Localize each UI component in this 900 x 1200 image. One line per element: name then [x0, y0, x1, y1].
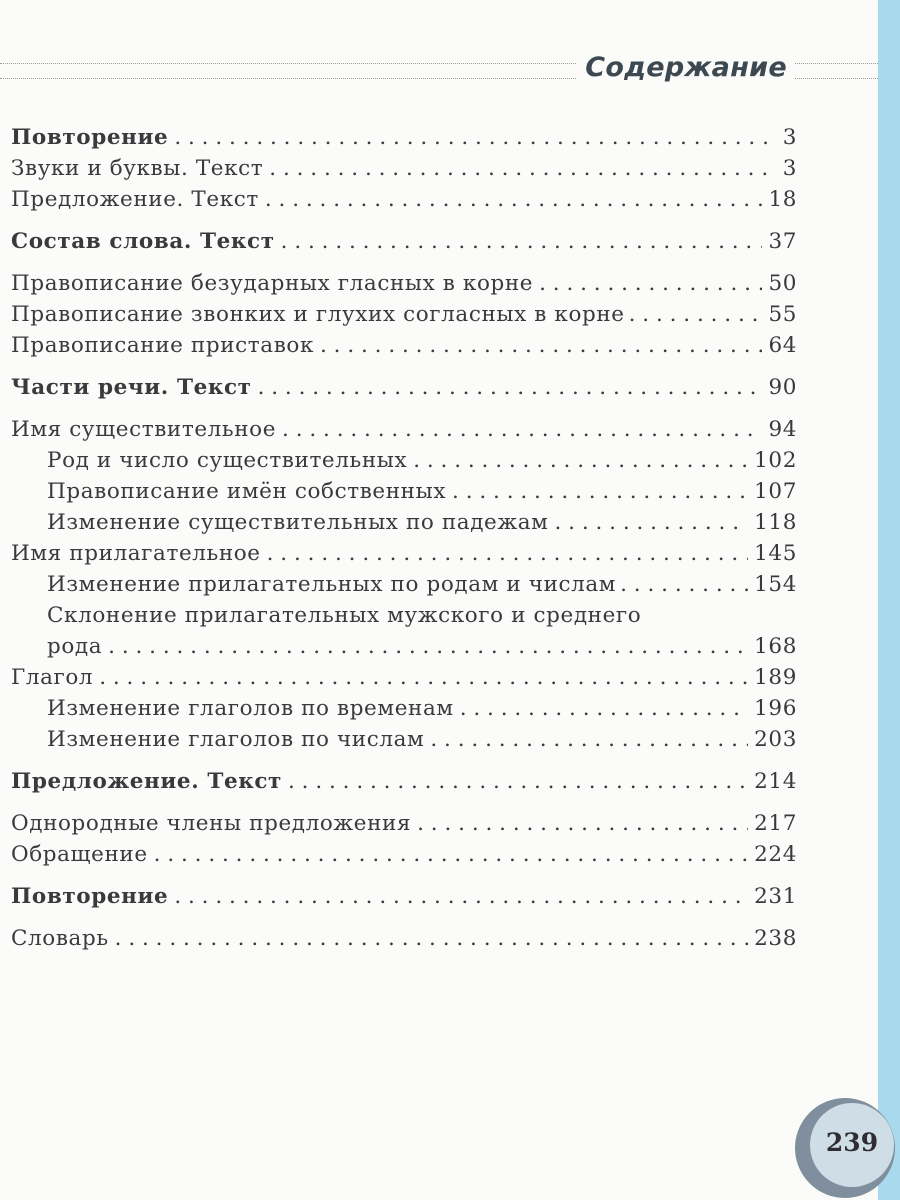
toc-label: Словарь	[11, 926, 109, 951]
toc-label: Изменение глаголов по временам	[47, 696, 454, 721]
toc-leader-dots	[115, 923, 749, 954]
toc-entry[interactable]	[11, 414, 797, 445]
toc-page-number: 37	[768, 229, 797, 254]
toc-page-number: 196	[754, 696, 797, 721]
toc-page-number: 50	[768, 271, 797, 296]
toc-label: Части речи. Текст	[11, 375, 252, 400]
toc-label: Повторение	[11, 125, 169, 150]
page-number: 239	[825, 1128, 879, 1157]
toc-leader-dots	[281, 226, 763, 257]
toc-page-number: 118	[754, 510, 797, 535]
toc-leader-dots	[267, 538, 749, 569]
toc-leader-dots	[539, 268, 762, 299]
toc-subentry[interactable]	[11, 476, 797, 507]
toc-section-heading[interactable]	[11, 881, 797, 912]
toc-entry[interactable]	[11, 330, 797, 361]
toc-label: Правописание безударных гласных в корне	[11, 271, 534, 296]
toc-leader-dots	[288, 766, 748, 797]
toc-label: Звуки и буквы. Текст	[11, 156, 264, 181]
toc-label: Изменение прилагательных по родам и числам	[47, 572, 617, 597]
toc-leader-dots	[99, 662, 748, 693]
toc-entry[interactable]	[11, 839, 797, 870]
toc-leader-dots	[430, 724, 748, 755]
side-color-strip	[878, 0, 900, 1200]
toc-label: Предложение. Текст	[11, 187, 259, 212]
toc-label: Имя прилагательное	[11, 541, 261, 566]
toc-leader-dots	[320, 330, 762, 361]
toc-label: Правописание звонких и глухих согласных в корне	[11, 302, 625, 327]
toc-entry[interactable]	[11, 299, 797, 330]
toc-page-number: 55	[768, 302, 797, 327]
toc-label: Изменение существительных по падежам	[47, 510, 549, 535]
toc-label: Правописание приставок	[11, 333, 314, 358]
toc-section-heading[interactable]	[11, 226, 797, 257]
toc-leader-dots	[620, 569, 750, 600]
toc-page-number: 90	[768, 375, 797, 400]
toc-subentry[interactable]	[11, 569, 797, 600]
toc-page-number: 214	[754, 769, 797, 794]
toc-leader-dots	[555, 507, 749, 538]
toc-page-number: 145	[754, 541, 797, 566]
toc-entry[interactable]	[11, 538, 797, 569]
toc-label: Род и число существительных	[47, 448, 408, 473]
toc-page-number: 154	[754, 572, 797, 597]
toc-subentry[interactable]	[11, 445, 797, 476]
toc-leader-dots	[174, 122, 776, 153]
toc-leader-dots	[629, 299, 765, 330]
toc-label: Однородные члены предложения	[11, 811, 412, 836]
toc-leader-dots	[417, 808, 748, 839]
toc-page-number: 107	[754, 479, 797, 504]
toc-subentry[interactable]	[11, 631, 797, 662]
toc-label: Правописание имён собственных	[47, 479, 447, 504]
toc-entry[interactable]	[11, 153, 797, 184]
toc-label: Изменение глаголов по числам	[47, 727, 425, 752]
toc-page-number: 94	[768, 417, 797, 442]
toc-page-number: 168	[754, 634, 797, 659]
toc-page-number: 64	[768, 333, 797, 358]
toc-section-heading[interactable]	[11, 766, 797, 797]
toc-entry[interactable]	[11, 662, 797, 693]
toc-entry[interactable]	[11, 268, 797, 299]
page-title: Содержание	[577, 52, 795, 83]
toc-entry[interactable]	[11, 923, 797, 954]
toc-entry[interactable]	[11, 184, 797, 215]
toc-page-number: 203	[754, 727, 797, 752]
toc-leader-dots	[174, 881, 748, 912]
toc-leader-dots	[413, 445, 748, 476]
toc-label: Имя существительное	[11, 417, 277, 442]
toc-page-number: 217	[754, 811, 797, 836]
toc-leader-dots	[258, 372, 763, 403]
toc-label: рода	[47, 634, 103, 659]
toc-page-number: 3	[782, 156, 797, 181]
toc-section-heading[interactable]	[11, 122, 797, 153]
toc-page-number: 189	[754, 665, 797, 690]
toc-subentry[interactable]	[11, 507, 797, 538]
toc-leader-dots	[452, 476, 748, 507]
toc-label: Повторение	[11, 884, 169, 909]
toc-subentry[interactable]	[11, 693, 797, 724]
toc-page-number: 231	[754, 884, 797, 909]
toc-entry[interactable]	[11, 808, 797, 839]
toc-leader-dots	[265, 184, 763, 215]
toc-page-number: 18	[768, 187, 797, 212]
toc-page-number: 224	[754, 842, 797, 867]
toc-page-number: 3	[782, 125, 797, 150]
toc-leader-dots	[108, 631, 748, 662]
toc-page-number: 238	[754, 926, 797, 951]
toc-label: Состав слова. Текст	[11, 229, 275, 254]
toc-subentry[interactable]	[11, 724, 797, 755]
toc-label: Обращение	[11, 842, 148, 867]
toc-section-heading[interactable]	[11, 372, 797, 403]
toc-leader-dots	[282, 414, 762, 445]
toc-subentry-wrap-line[interactable]	[11, 600, 797, 631]
toc-label: Предложение. Текст	[11, 769, 282, 794]
toc-leader-dots	[460, 693, 748, 724]
toc-page-number: 102	[754, 448, 797, 473]
toc-leader-dots	[154, 839, 749, 870]
table-of-contents	[11, 122, 797, 954]
toc-label: Склонение прилагательных мужского и среднего	[47, 603, 642, 628]
toc-leader-dots	[269, 153, 776, 184]
toc-label: Глагол	[11, 665, 94, 690]
